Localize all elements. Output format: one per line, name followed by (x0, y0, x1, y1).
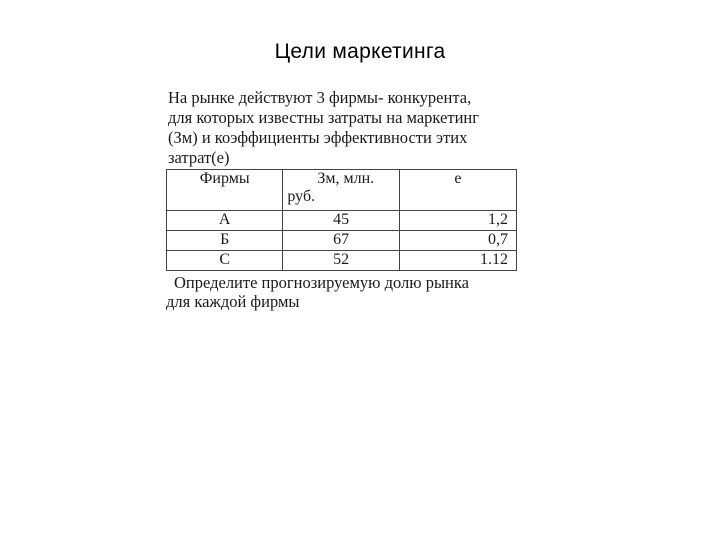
header-firms: Фирмы (167, 170, 283, 211)
scanned-task-image (166, 88, 522, 311)
task-intro (166, 88, 522, 168)
cell-firm: С (167, 251, 283, 271)
question-line: Определите прогнозируемую долю рынка (174, 273, 469, 292)
table-row (167, 231, 517, 251)
task-question (166, 273, 522, 311)
cell-cost: 52 (283, 251, 399, 271)
cell-coef: 1,2 (399, 211, 516, 231)
slide-title: Цели маркетинга (274, 40, 446, 63)
header-cost (283, 170, 399, 211)
cell-coef: 0,7 (399, 231, 516, 251)
table-row (167, 251, 517, 271)
table-header-row (167, 170, 517, 211)
header-coef: e (399, 170, 516, 211)
intro-line: для которых известны затраты на маркетинг (168, 108, 480, 127)
intro-line: На рынке действуют 3 фирмы- конкурента, (168, 88, 472, 107)
cell-firm: Б (167, 231, 283, 251)
question-line: для каждой фирмы (166, 292, 300, 311)
intro-line: (Зм) и коэффициенты эффективности этих (168, 128, 468, 147)
firms-table (166, 169, 517, 271)
cell-coef: 1.12 (399, 251, 516, 271)
header-cost-line1: Зм, млн. (317, 170, 375, 187)
cell-cost: 67 (283, 231, 399, 251)
cell-firm: А (167, 211, 283, 231)
intro-line: затрат(e) (168, 148, 230, 167)
header-cost-line2: руб. (287, 188, 316, 205)
cell-cost: 45 (283, 211, 399, 231)
table-row (167, 211, 517, 231)
